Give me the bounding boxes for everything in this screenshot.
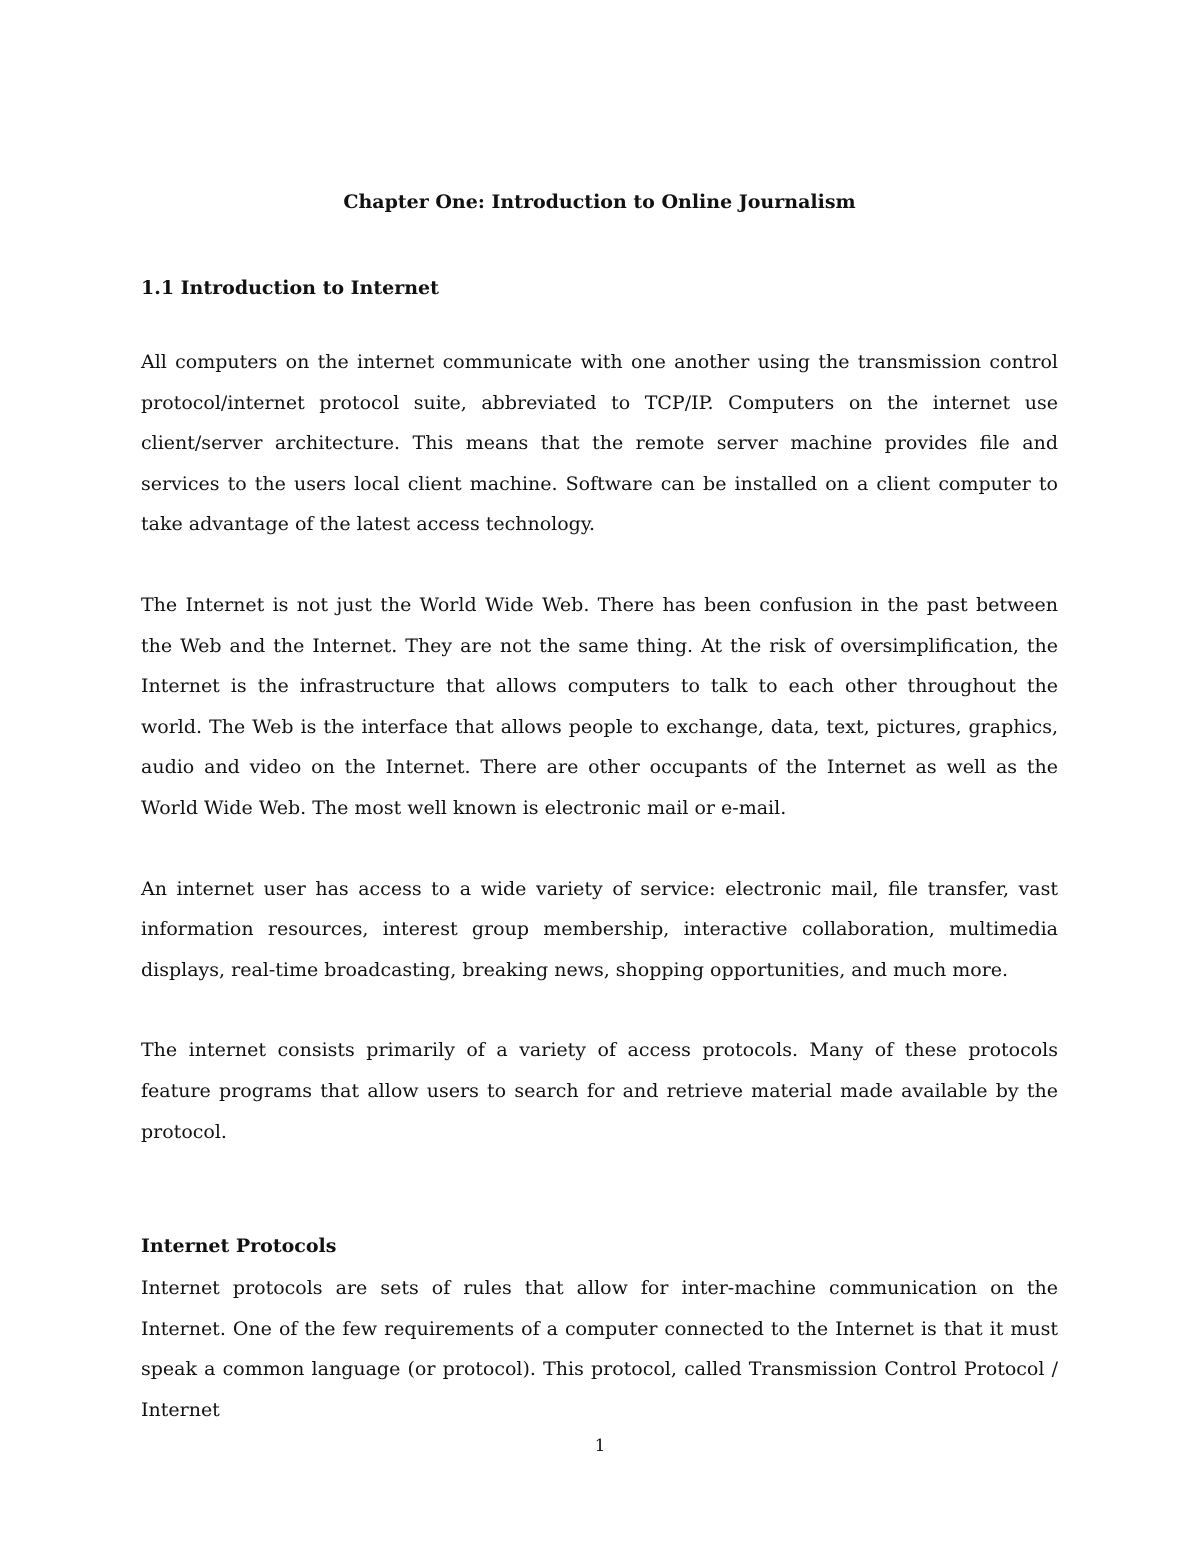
paragraph-tcp-ip: All computers on the internet communicate with one another using the transmission control protocol/internet protocol suite, abbreviated to TCP/IP. Computers on the internet use client/server architecture. This means that the remote server machine provides file and services to the users local client machine. Software can be installed on a client computer to take advantage of the latest access technology. bbox=[141, 351, 1058, 536]
page-content bbox=[141, 188, 1058, 1430]
paragraph-services: An internet user has access to a wide variety of service: electronic mail, file transfer, vast information resources, interest group membership, interactive collaboration, multimedia displays, real-time broadcasting, breaking news, shopping opportunities, and much more. bbox=[141, 877, 1058, 981]
paragraph-internet-protocols: Internet protocols are sets of rules that allow for inter-machine communication on the Internet. One of the few requirements of a computer connected to the Internet is that it must speak a common language (or protocol). This protocol, called Transmission Control Protocol / Internet bbox=[141, 1277, 1058, 1421]
paragraph-access-protocols: The internet consists primarily of a variety of access protocols. Many of these protocols feature programs that allow users to search for and retrieve material made available by the protocol. bbox=[141, 1039, 1058, 1143]
paragraph-internet-vs-web: The Internet is not just the World Wide Web. There has been confusion in the past between the Web and the Internet. They are not the same thing. At the risk of oversimplification, the Internet is the infrastructure that allows computers to talk to each other throughout the world. The Web is the interface that allows people to exchange, data, text, pictures, graphics, audio and video on the Internet. There are other occupants of the Internet as well as the World Wide Web. The most well known is electronic mail or e-mail. bbox=[141, 593, 1058, 819]
section-heading: 1.1 Introduction to Internet bbox=[141, 277, 439, 299]
chapter-title: Chapter One: Introduction to Online Journalism bbox=[343, 191, 856, 213]
subheading-internet-protocols: Internet Protocols bbox=[141, 1235, 337, 1258]
page-number: 1 bbox=[594, 1436, 606, 1456]
